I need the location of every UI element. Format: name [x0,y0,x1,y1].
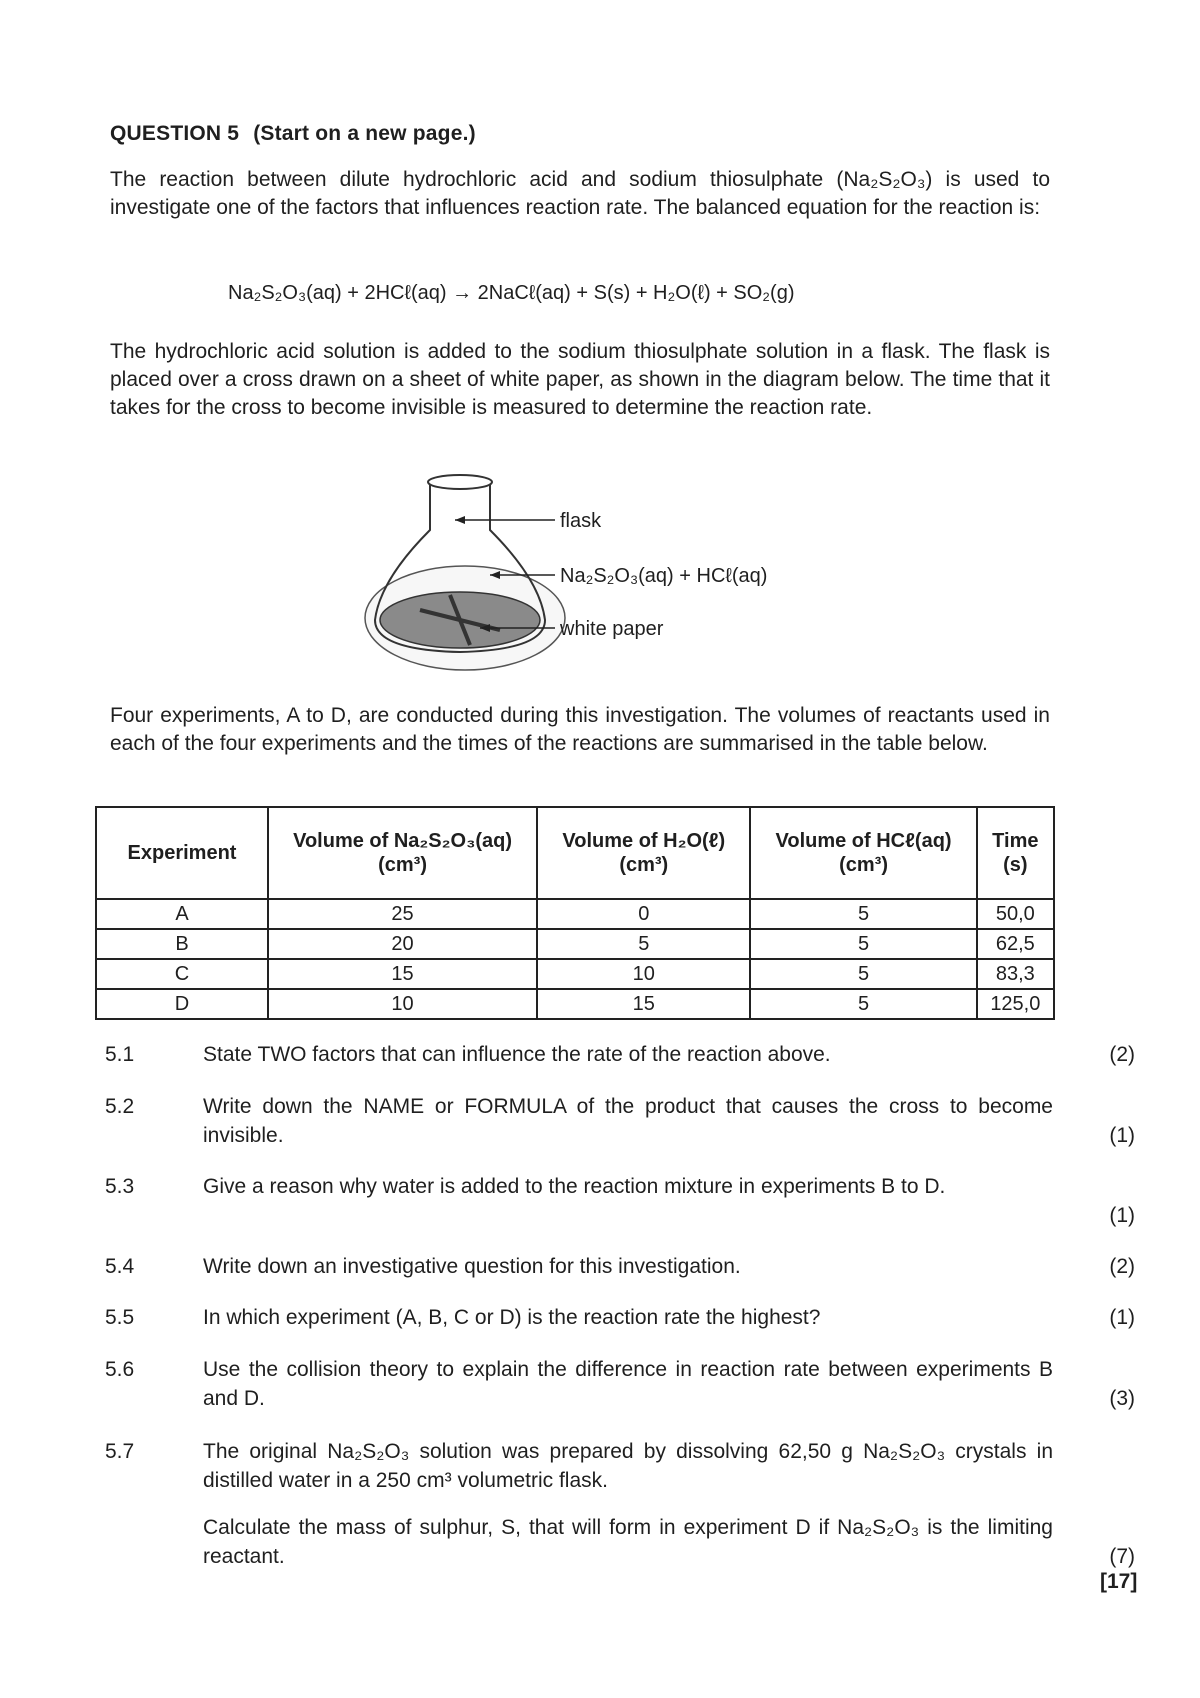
question-marks: (2) [1109,1043,1135,1066]
question-text: State TWO factors that can influence the rate of the reaction above. [203,1043,831,1066]
question-subtitle: (Start on a new page.) [253,122,476,145]
header-time: Time (s) [977,807,1054,899]
header-thiosulphate-volume: Volume of Na₂S₂O₃(aq) (cm³) [268,807,537,899]
question-number: 5.6 [105,1358,135,1381]
solution-label: Na₂S₂O₃(aq) + HCℓ(aq) [560,565,768,587]
cell-thio: 15 [268,959,537,989]
cell-time: 83,3 [977,959,1054,989]
question-text: Give a reason why water is added to the reaction mixture in experiments B to D. [203,1175,946,1198]
cell-acid: 5 [750,959,976,989]
question-5-6 [105,1355,1135,1415]
cell-experiment: C [96,959,268,989]
cell-time: 62,5 [977,929,1054,959]
question-marks: (1) [1109,1306,1135,1329]
question-marks: (2) [1109,1255,1135,1278]
cell-experiment: D [96,989,268,1019]
method-paragraph: The hydrochloric acid solution is added to the sodium thiosulphate solution in a flask. The flask is placed over a cross drawn on a sheet of white paper, as shown in the diagram below. The time that it takes for the cross to become invisible is measured to determine the reaction rate. [110,340,1050,419]
flask-diagram [360,470,880,685]
cell-water: 5 [537,929,750,959]
question-5-1 [105,1040,1135,1070]
question-text: Use the collision theory to explain the difference in reaction rate between experiments B and D. [203,1358,1053,1410]
question-5-3 [105,1172,1135,1232]
cell-acid: 5 [750,929,976,959]
cell-water: 15 [537,989,750,1019]
question-number: 5.3 [105,1175,135,1198]
question-number: 5.4 [105,1255,135,1278]
question-marks: (3) [1109,1387,1135,1410]
question-number: 5.5 [105,1306,135,1329]
white-paper-label: white paper [560,618,664,640]
results-table [95,806,1055,1020]
flask-label: flask [560,510,602,532]
question-5-5 [105,1303,1135,1333]
question-5-4 [105,1252,1135,1282]
question-number: 5.2 [105,1095,135,1118]
header-experiment: Experiment [96,807,268,899]
question-text: In which experiment (A, B, C or D) is the reaction rate the highest? [203,1306,821,1329]
cell-water: 10 [537,959,750,989]
question-text: Write down the NAME or FORMULA of the product that causes the cross to become invisible. [203,1095,1053,1147]
cell-experiment: B [96,929,268,959]
intro-paragraph: The reaction between dilute hydrochloric acid and sodium thiosulphate (Na₂S₂O₃) is used to investigate one of the factors that influences reaction rate. The balanced equation for the reaction is: [110,168,1050,219]
cell-acid: 5 [750,899,976,929]
cell-experiment: A [96,899,268,929]
question-5-2 [105,1092,1135,1152]
header-acid-volume: Volume of HCℓ(aq) (cm³) [750,807,976,899]
cell-thio: 10 [268,989,537,1019]
cell-time: 125,0 [977,989,1054,1019]
cell-thio: 20 [268,929,537,959]
experiments-paragraph: Four experiments, A to D, are conducted during this investigation. The volumes of reactants used in each of the four experiments and the times of the reactions are summarised in the table below. [110,704,1050,755]
balanced-equation: Na₂S₂O₃(aq) + 2HCℓ(aq) → 2NaCℓ(aq) + S(s) + H₂O(ℓ) + SO₂(g) [228,282,795,304]
cell-time: 50,0 [977,899,1054,929]
question-5-7 [105,1437,1135,1587]
table-row [96,959,1054,989]
cell-water: 0 [537,899,750,929]
results-table-wrap [95,806,1055,1020]
question-text: Write down an investigative question for this investigation. [203,1255,741,1278]
question-title: QUESTION 5 [110,122,240,145]
cell-thio: 25 [268,899,537,929]
question-number: 5.7 [105,1440,135,1463]
cell-acid: 5 [750,989,976,1019]
question-text-part-2: Calculate the mass of sulphur, S, that will form in experiment D if Na₂S₂O₃ is the limiting reactant. [203,1516,1053,1568]
table-header-row [96,807,1054,899]
question-text: The original Na₂S₂O₃ solution was prepared by dissolving 62,50 g Na₂S₂O₃ crystals in distilled water in a 250 cm³ volumetric flask. [203,1440,1053,1492]
question-heading [110,122,476,146]
total-marks: [17] [1100,1570,1138,1593]
table-row [96,989,1054,1019]
question-marks: (1) [1109,1124,1135,1147]
table-row [96,929,1054,959]
question-marks: (7) [1109,1545,1135,1568]
question-marks: (1) [1109,1204,1135,1227]
question-number: 5.1 [105,1043,135,1066]
table-row [96,899,1054,929]
header-water-volume: Volume of H₂O(ℓ) (cm³) [537,807,750,899]
